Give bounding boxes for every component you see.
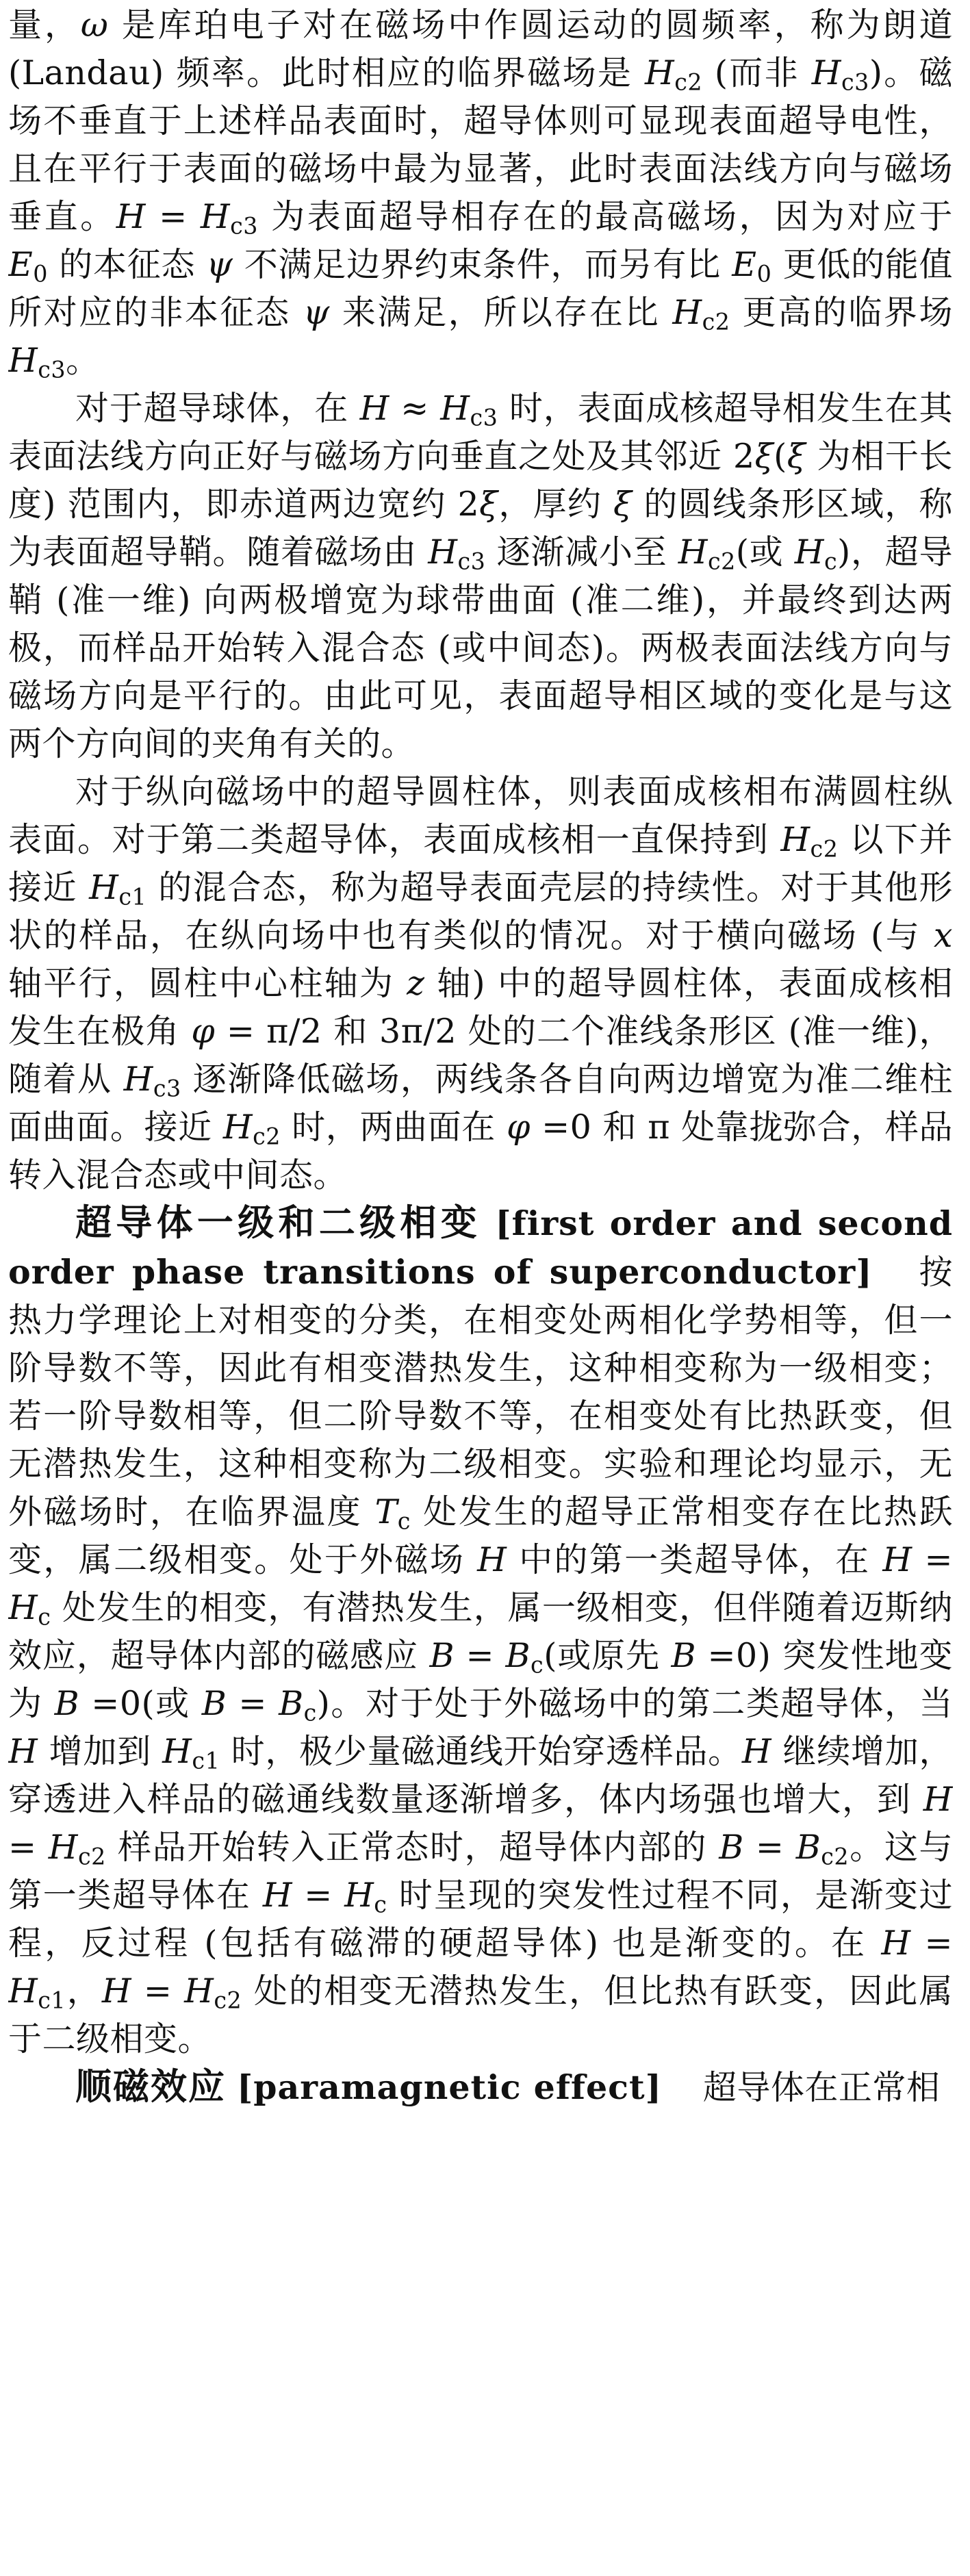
math-symbol: $H_{c2}$ [644,53,703,96]
math-symbol: ψ [303,293,330,332]
math-symbol: $H_{c1}$ [162,1732,220,1774]
entry-body [8,1253,953,2058]
math-symbol: B [201,1684,227,1723]
text-run: )。对于处于外磁场中的第二类超导体，当 [316,1684,953,1723]
math-subscript: c [824,548,838,575]
math-symbol: $H_c$ [794,533,838,575]
math-subscript: c2 [810,835,839,863]
text-run: 中的第一类超导体，在 [507,1540,883,1579]
text-run: = π/2 和 3π/2 处的二个准线条形区 (准一维)，随着从 [8,1012,953,1099]
text-run: 来满足，所以存在比 [329,293,673,332]
text-run: 处发生的超导正常相变存在比热跃变，属二级相变。处于外磁场 [8,1492,953,1579]
text-run: 对于超导球体，在 [75,389,360,428]
math-symbol: $H_{c3}$ [440,389,498,431]
text-run: )，超导鞘 (准一维) 向两极增宽为球带曲面 (准二维)，并最终到达两极，而样品开始转入混合态 (或中间态)。两极表面法线方向与磁场方向是平行的。由此可见，表面超导相区域的变化是与这两个方向间的夹角有关的。 [8,533,953,763]
math-symbol: H [116,197,146,236]
math-symbol: ψ [206,245,233,284]
text-run: 为表面超导相存在的最高磁场，因为对应于 [257,197,953,236]
text-run: 。 [66,341,100,380]
text-run: 的本征态 [47,245,207,284]
math-symbol: $B_c$ [505,1636,544,1679]
paragraph-superconducting-cylinder [8,768,953,1199]
math-symbol: $H_{c3}$ [428,533,486,575]
math-subscript: c3 [457,548,486,575]
math-symbol: $T_c$ [374,1492,411,1535]
text-run: = [145,197,201,236]
math-symbol: $E_0$ [8,245,48,288]
text-run: 。这与第一类超导体在 [8,1828,953,1915]
math-symbol: $B_c$ [279,1684,317,1726]
text-run: =0) 突发性地变为 [8,1636,953,1723]
math-subscript: c2 [674,68,703,96]
text-run: ， [66,1972,102,2011]
text-run: 逐渐减小至 [485,533,678,572]
entry-term-chinese: 超导体一级和二级相变 [75,1202,482,1244]
text-run: = [292,1876,345,1915]
math-subscript: c1 [192,1747,220,1774]
text-run: =0 和 π 处靠拢弥合，样品转入混合态或中间态。 [8,1108,953,1195]
math-subscript: c3 [230,212,258,240]
document-page [8,0,953,2576]
math-symbol: H [477,1540,507,1579]
text-run: 以下并接近 [8,820,953,907]
math-symbol: H [359,389,390,428]
text-run: 时，两曲面在 [280,1108,507,1147]
text-run: 处发生的相变，有潜热发生，属一级相变，但伴随着迈斯纳效应，超导体内部的磁感应 [8,1588,953,1675]
paragraph-landau-frequency [8,1,953,385]
math-symbol: $H_{c3}$ [811,53,869,96]
math-symbol: $H_{c3}$ [200,197,258,240]
math-subscript: c [531,1651,544,1679]
math-symbol: H [923,1780,953,1819]
math-subscript: c [374,1891,387,1918]
text-run: 按热力学理论上对相变的分类，在相变处两相化学势相等，但一阶导数不等，因此有相变潜热发生，这种相变称为一级相变；若一阶导数相等，但二阶导数不等，在相变处有比热跃变，但无潜热发生，这种相变称为二级相变。实验和理论均显示，无外磁场时，在临界温度 [8,1253,953,1531]
math-symbol: H [101,1972,132,2011]
text-run: (而非 [702,53,812,92]
text-run: ≈ [389,389,441,428]
math-symbol: x [933,916,953,955]
math-subscript: c3 [841,68,869,96]
entry-term-chinese: 顺磁效应 [75,2066,226,2108]
text-run: (或 [735,533,795,572]
text-run: 量， [8,5,81,44]
math-subscript: c2 [78,1843,106,1870]
math-symbol: ξ [754,437,774,476]
math-subscript: c3 [470,404,498,431]
math-subscript: c3 [38,356,66,383]
math-subscript: 0 [33,260,48,288]
math-subscript: c2 [214,1987,242,2014]
math-symbol: $H_{c2}$ [184,1972,242,2014]
math-symbol: $H_{c3}$ [8,341,66,383]
math-symbol: B [54,1684,80,1723]
math-subscript: c2 [253,1123,281,1150]
math-subscript: c [303,1699,317,1726]
math-symbol: B [429,1636,455,1675]
text-run: = [912,1540,953,1579]
math-symbol: $H_{c2}$ [672,293,730,335]
text-run: ( [774,437,787,476]
entry-term-english: [paramagnetic effect] [237,2067,662,2107]
text-run: 处的相变无潜热发生，但比热有跃变，因此属于二级相变。 [8,1972,953,2058]
math-symbol: z [407,964,425,1003]
text-run: =0(或 [79,1684,202,1723]
math-symbol: $H_c$ [344,1876,387,1918]
math-symbol: H [882,1540,912,1579]
math-symbol: $H_{c1}$ [8,1972,66,2014]
math-subscript: c3 [153,1075,181,1102]
text-run: 轴平行，圆柱中心柱轴为 [8,964,407,1003]
text-run: 对于纵向磁场中的超导圆柱体，则表面成核相布满圆柱纵表面。对于第二类超导体，表面成核相一直保持到 [8,772,953,859]
math-symbol: φ [191,1012,216,1051]
text-run: 时，极少量磁通线开始穿透样品。 [220,1732,742,1771]
math-subscript: c2 [821,1843,850,1870]
entry-paramagnetic-effect [8,2063,953,2112]
math-subscript: c1 [118,883,147,910]
text-run: (或原先 [544,1636,672,1675]
text-run: ，厚约 [498,485,614,524]
text-run: 增加到 [38,1732,163,1771]
text-run: 样品开始转入正常态时，超导体内部的 [105,1828,719,1867]
math-symbol: $E_0$ [732,245,772,288]
math-symbol: B [719,1828,744,1867]
math-symbol: $H_{c2}$ [48,1828,106,1870]
math-symbol: $H_{c2}$ [222,1108,281,1150]
text-run: 的圆线条形区域，称为表面超导鞘。随着磁场由 [8,485,953,572]
text-run: 轴) 中的超导圆柱体，表面成核相发生在极角 [8,964,953,1051]
text-run: 不满足边界约束条件，而另有比 [233,245,732,284]
text-run: = [8,1828,49,1867]
text-run: = [743,1828,796,1867]
math-symbol: B [671,1636,696,1675]
entry-phase-transitions [8,1199,953,2063]
text-run: 为相干长度) 范围内，即赤道两边宽约 2 [8,437,953,524]
math-symbol: ξ [787,437,806,476]
text-run: 更低的能值所对应的非本征态 [8,245,953,332]
math-symbol: φ [507,1108,531,1147]
text-run: )。磁场不垂直于上述样品表面时，超导体则可显现表面超导电性，且在平行于表面的磁场中最为显著，此时表面法线方向与磁场垂直。 [8,53,953,236]
text-run: = [910,1924,953,1963]
math-symbol: $H_{c1}$ [89,868,147,910]
text-run: 时，表面成核超导相发生在其表面法线方向正好与磁场方向垂直之处及其邻近 2 [8,389,953,476]
text-run: 继续增加，穿透进入样品的磁通线数量逐渐增多，体内场强也增大，到 [8,1732,953,1819]
text-run: 的混合态，称为超导表面壳层的持续性。对于其他形状的样品，在纵向场中也有类似的情况。对于横向磁场 (与 [8,868,953,955]
math-symbol: H [262,1876,293,1915]
text-run: 逐渐降低磁场，两线条各自向两边增宽为准二维柱面曲面。接近 [8,1060,953,1147]
text-run: = [131,1972,185,2011]
math-symbol: H [8,1732,38,1771]
math-subscript: c2 [707,548,736,575]
math-symbol: $H_c$ [8,1588,51,1631]
text-run: 是库珀电子对在磁场中作圆运动的圆频率，称为朗道 (Landau) 频率。此时相应的临界磁场是 [8,5,953,92]
math-subscript: 0 [756,260,772,288]
math-subscript: c1 [38,1987,66,2014]
math-subscript: c2 [702,308,730,335]
math-symbol: $H_{c3}$ [123,1060,181,1102]
math-symbol: $H_{c2}$ [678,533,736,575]
text-run: 时呈现的突发性过程不同，是渐变过程，反过程 (包括有磁滞的硬超导体) 也是渐变的。在 [8,1876,953,1963]
entry-body [703,2068,941,2107]
math-symbol: ξ [479,485,498,524]
text-run: 更高的临界场 [730,293,953,332]
math-symbol: H [741,1732,772,1771]
text-run: 超导体在正常相 [702,2068,941,2107]
math-subscript: c [397,1507,411,1535]
paragraph-superconducting-sphere [8,385,953,768]
entry-term-english: [first order and second order phase transitions of superconductor] [8,1203,953,1292]
math-symbol: H [881,1924,911,1963]
text-run: = [227,1684,279,1723]
math-symbol: $H_{c2}$ [780,820,839,863]
math-symbol: $B_{c2}$ [795,1828,850,1870]
math-subscript: c [38,1603,51,1631]
math-symbol: ω [80,5,109,44]
text-run: = [454,1636,506,1675]
math-symbol: ξ [613,485,633,524]
